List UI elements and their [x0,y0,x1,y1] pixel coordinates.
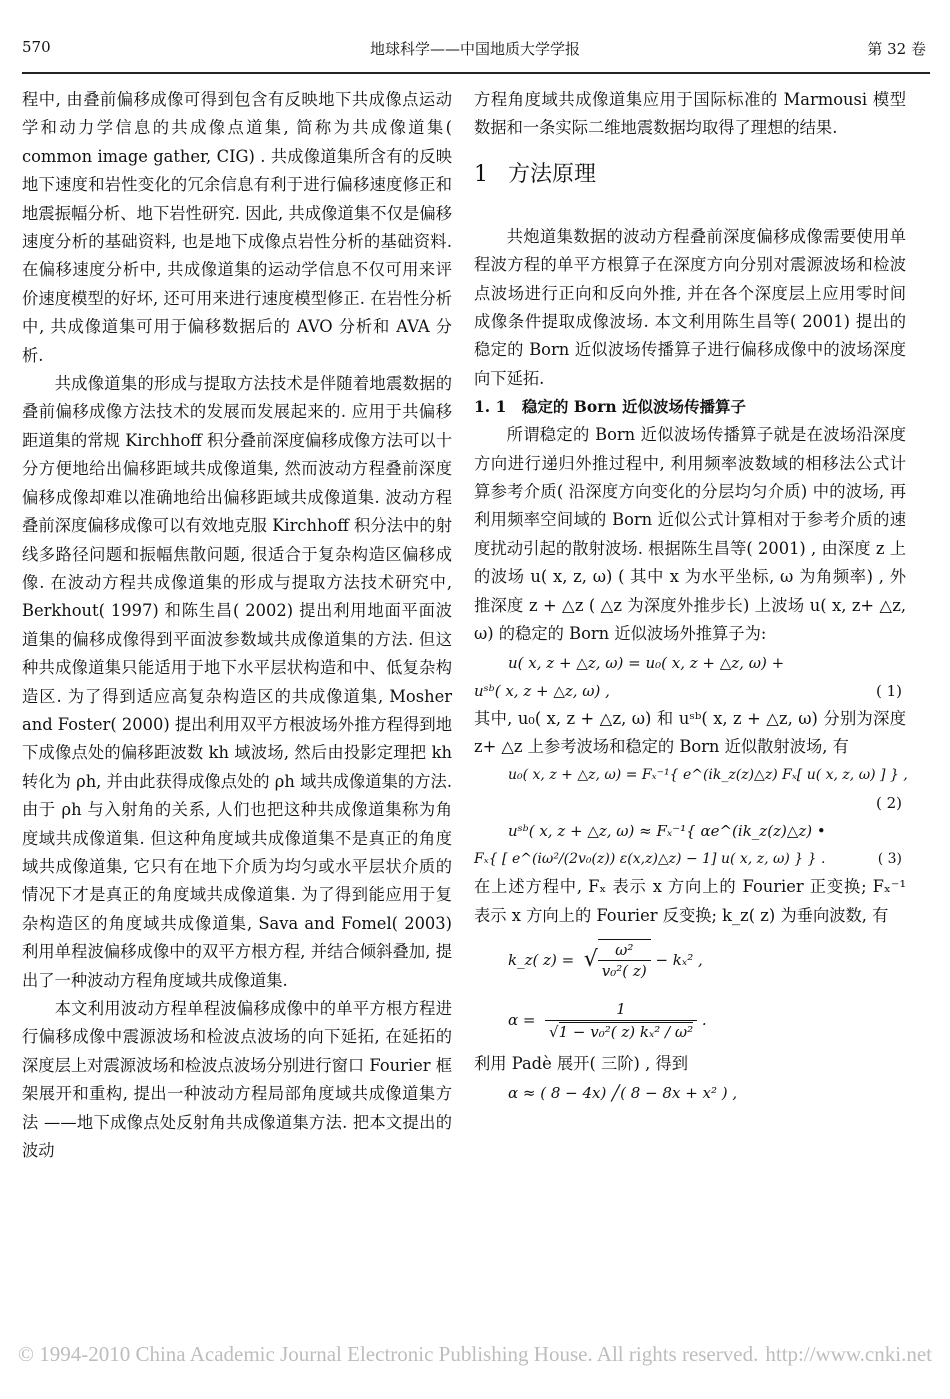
paragraph: 利用 Padè 展开( 三阶) , 得到 [474,1054,688,1074]
equation-3-line-1: uˢᵇ( x, z + △z, ω) ≈ Fₓ⁻¹{ αe^(ik_z(z)△z) • [508,822,826,841]
page-number: 570 [22,38,51,56]
watermark-url: http://www.cnki.net [765,1342,932,1366]
equation-number: ( 3) [877,851,902,868]
copyright-watermark [18,1342,932,1367]
paragraph: 在上述方程中, Fₓ 表示 x 方向上的 Fourier 正变换; Fₓ⁻¹ 表示 x 方向上的 Fourier 反变换; k_z( z) 为垂向波数, 有 [474,877,906,925]
equation-1-line-1: u( x, z + △z, ω) = u₀( x, z + △z, ω) + [508,653,785,672]
equation-2-number-line [474,789,906,817]
equation-4: k_z( z) = √ $\frac{\text{ω²}}{\text{v₀²( z)}}$ − kₓ² , [508,941,703,981]
paragraph: 本文利用波动方程单程波偏移成像中的单平方根方程进行偏移成像中震源波场和检波点波场的向下延拓, 在延拓的深度层上对震源波场和检波点波场分别进行窗口 Fourier 框架展开和重构, 提出一种波动方程局部角度域共成像道集方法 ——地下成像点处反射角共成像道集方法. 把本文提出的波动 [22,999,452,1161]
equation-5: α = $\frac{1}{\text{√1 − v₀²( z) kₓ² / ω²}}$ . [508,999,707,1041]
volume-label: 第 32 卷 [867,40,926,58]
paragraph: 其中, u₀( x, z + △z, ω) 和 uˢᵇ( x, z + △z, ω) 分别为深度 z+ △z 上参考波场和稳定的 Born 近似散射波场, 有 [474,708,906,756]
paragraph: 共成像道集的形成与提取方法技术是伴随着地震数据的叠前偏移成像方法技术的发展而发展起来的. 应用于共偏移距道集的常规 Kirchhoff 积分叠前深度偏移成像方法可以十分方便地给出偏移距域共成像道集, 然而波动方程叠前深度偏移成像却难以准确地给出偏移距域共成像道集. 波动方程叠前深度偏移成像可以有效地克服 Kirchhoff 积分法中的射线多路径问题和振幅焦散问题, 很适合于复杂构造区偏移成像. 在波动方程共成像道集的形成与提取方法技术研究中, Berkhout( 1997) 和陈生昌( 2002) 提出利用地面平面波道集的偏移成像得到平面波参数域共成像道集的方法. 但这种共成像道集只能适用于地下水平层状构造和中、低复杂构造区. 为了得到适应高复杂构造区的共成像道集, Mosher and Foster( 2000) 提出利用双平方根波场外推方程得到地下成像点处的偏移距波数 kh 域波场, 然后由投影定理把 kh 转化为 ρh, 并由此获得成像点处的 ρh 域共成像道集的方法. 由于 ρh 与入射角的关系, 人们也把这种共成像道集称为角度域共成像道集. 但这种角度域共成像道集不是真正的角度域共成像道集, 它只有在地下介质为均匀或水平层状介质的情况下才是真正的角度域共成像道集. 为了得到能应用于复杂构造区的角度域共成像道集, Sava and Fomel( 2003) 利用单程波偏移成像中的双平方根方程, 并结合倾斜叠加, 提出了一种波动方程角度域共成像道集. [22,374,452,990]
equation-6: α ≈ ( 8 − 4x) ╱( 8 − 8x + x² ) , [508,1083,738,1102]
header-rule [22,72,930,74]
section-number: 1 [474,161,488,187]
equation-2: u₀( x, z + △z, ω) = Fₓ⁻¹{ e^(ik_z(z)△z) Fₓ[ u( x, z, ω) ] } , [508,767,908,784]
section-heading [474,161,906,189]
paragraph: 共炮道集数据的波动方程叠前深度偏移成像需要使用单程波方程的单平方根算子在深度方向分别对震源波场和检波点波场进行正向和反向外推, 并在各个深度层上应用零时间成像条件提取成像波场. 本文利用陈生昌等( 2001) 提出的稳定的 Born 近似波场传播算子进行偏移成像中的波场深度向下延拓. [474,226,906,388]
paragraph: 方程角度域共成像道集应用于国际标准的 Marmousi 模型数据和一条实际二维地震数据均取得了理想的结果. [474,90,906,138]
paragraph: 所谓稳定的 Born 近似波场传播算子就是在波场沿深度方向进行递归外推过程中, 利用频率波数域的相移法公式计算参考介质( 沿深度方向变化的分层均匀介质) 中的波场, 再利用频率空间域的 Born 近似公式计算相对于参考介质的速度扰动引起的散射波场. 根据陈生昌等( 2001) , 由深度 z 上的波场 u( x, z, ω) ( 其中 x 为水平坐标, ω 为角频率) , 外推深度 z + △z ( △z 为深度外推步长) 上波场 u( x, z+ △z, ω) 的稳定的 Born 近似波场外推算子为: [474,425,906,644]
watermark-copyright: © 1994-2010 China Academic Journal Electronic Publishing House. All rights reserved. [18,1342,759,1366]
right-column [474,86,906,1107]
equation-number: ( 1) [875,681,902,700]
running-header-journal: 地球科学——中国地质大学学报 [369,40,580,58]
section-title: 方法原理 [508,161,597,187]
equation-3-line-2: Fₓ{ [ e^(iω²/(2v₀(z)) ε(x,z)△z) − 1] u( x, z, ω) } } . ( 3) [474,845,906,873]
left-column [22,86,452,1165]
paragraph: 程中, 由叠前偏移成像可得到包含有反映地下共成像点运动学和动力学信息的共成像点道集, 简称为共成像道集( common image gather, CIG) . 共成像道集所含有的反映地下速度和岩性变化的冗余信息有利于进行偏移速度修正和地震振幅分析、地下岩性研究. 因此, 共成像道集不仅是偏移速度分析的基础资料, 也是地下成像点岩性分析的基础资料. 在偏移速度分析中, 共成像道集的运动学信息不仅可用来评价速度模型的好坏, 还可用来进行速度模型修正. 在岩性分析中, 共成像道集可用于偏移数据后的 AVO 分析和 AVA 分析. [22,90,452,365]
subsection-heading: 1. 1 稳定的 Born 近似波场传播算子 [474,397,747,417]
equation-1-line-2: uˢᵇ( x, z + △z, ω) , ( 1) [474,677,906,705]
equation-number: ( 2) [875,794,902,813]
